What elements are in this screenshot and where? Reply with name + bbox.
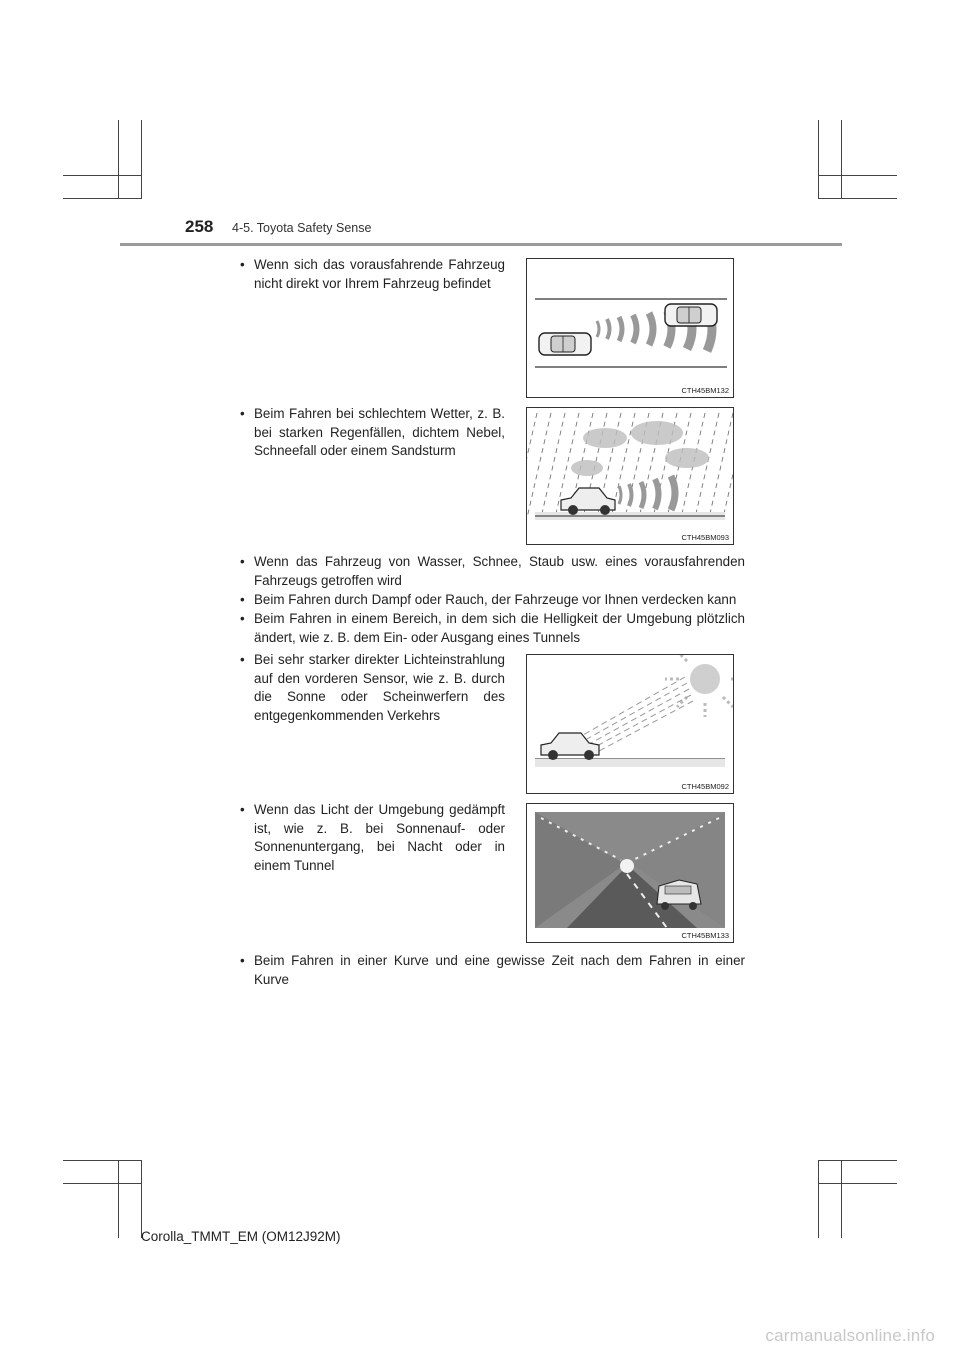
list-item xyxy=(240,553,745,590)
list-item xyxy=(240,651,505,725)
list-item-text: Beim Fahren in einer Kurve und eine gewisse Zeit nach dem Fahren in einer Kurve xyxy=(254,953,745,987)
figure-sunlight xyxy=(526,654,734,794)
figure-code: CTH45BM093 xyxy=(681,533,729,542)
tunnel-illustration xyxy=(527,804,733,942)
offset-vehicle-illustration xyxy=(527,259,733,397)
list-item-text: Beim Fahren durch Dampf oder Rauch, der Fahrzeuge vor Ihnen verdecken kann xyxy=(254,592,737,607)
list-item xyxy=(240,610,745,647)
car-icon xyxy=(539,333,591,355)
list-item-text: Wenn das Fahrzeug von Wasser, Schnee, Staub usw. eines vorausfahrenden Fahrzeugs getroffen wird xyxy=(254,554,745,588)
bullet: • xyxy=(240,257,245,272)
list-item-text: Beim Fahren bei schlechtem Wetter, z. B. bei starken Regenfällen, dichtem Nebel, Schneefall oder einem Sandsturm xyxy=(254,406,505,458)
bullet: • xyxy=(240,802,245,817)
list-item xyxy=(240,405,505,461)
bullet: • xyxy=(240,592,245,607)
sun-icon xyxy=(665,655,733,717)
document-footer: Corolla_TMMT_EM (OM12J92M) xyxy=(141,1229,341,1244)
bullet: • xyxy=(240,652,245,667)
car-icon xyxy=(665,304,717,326)
bullet: • xyxy=(240,554,245,569)
figure-code: CTH45BM133 xyxy=(681,931,729,940)
figure-tunnel xyxy=(526,803,734,943)
bullet: • xyxy=(240,611,245,626)
sunlight-illustration xyxy=(527,655,733,793)
list-item-text: Bei sehr starker direkter Lichteinstrahlung auf den vorderen Sensor, wie z. B. durch die Sonne oder Scheinwerfern des entgegenkommenden Verkehrs xyxy=(254,652,505,723)
bullet: • xyxy=(240,953,245,968)
page-number: 258 xyxy=(185,217,214,236)
figure-code: CTH45BM092 xyxy=(681,782,729,791)
list-item-text: Wenn sich das vorausfahrende Fahrzeug nicht direkt vor Ihrem Fahrzeug befindet xyxy=(254,257,505,291)
figure-code: CTH45BM132 xyxy=(681,386,729,395)
list-item-text: Beim Fahren in einem Bereich, in dem sich die Helligkeit der Umgebung plötzlich ändert, wie z. B. dem Ein- oder Ausgang eines Tunnels xyxy=(254,611,745,645)
rain-illustration xyxy=(527,408,733,544)
header-divider xyxy=(120,243,842,246)
figure-bad-weather xyxy=(526,407,734,545)
list-item xyxy=(240,591,745,610)
car-icon xyxy=(561,488,615,515)
figure-offset-vehicle xyxy=(526,258,734,398)
list-item xyxy=(240,801,505,875)
section-title: 4-5. Toyota Safety Sense xyxy=(232,221,372,235)
watermark: carmanualsonline.info xyxy=(765,1326,935,1345)
list-item-text: Wenn das Licht der Umgebung gedämpft ist, wie z. B. bei Sonnenauf- oder Sonnenuntergang, bei Nacht oder in einem Tunnel xyxy=(254,802,505,873)
cloud-icon xyxy=(571,421,709,476)
list-item xyxy=(240,952,745,989)
list-item xyxy=(240,256,505,293)
bullet: • xyxy=(240,406,245,421)
